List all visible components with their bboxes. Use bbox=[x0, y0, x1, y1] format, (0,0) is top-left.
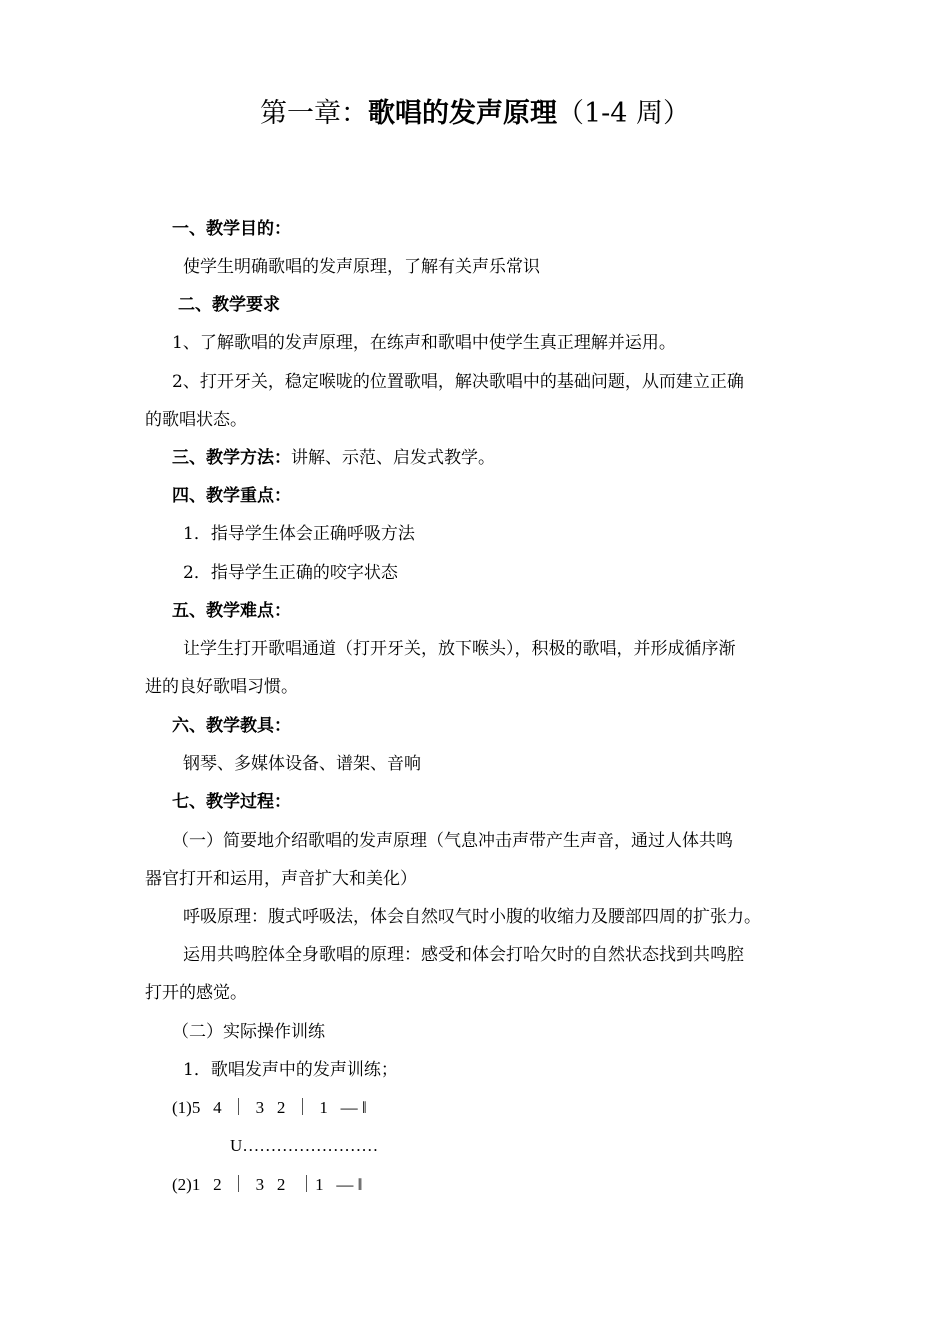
section-heading-teaching-aids: 六、教学教具： bbox=[172, 716, 291, 736]
key-point-item-2: 2．指导学生正确的咬字状态 bbox=[183, 563, 398, 583]
requirement-item-2-line-1: 2、打开牙关，稳定喉咙的位置歌唱，解决歌唱中的基础问题，从而建立正确 bbox=[172, 372, 744, 392]
process-paragraph-1-line-1: （一）简要地介绍歌唱的发声原理（气息冲击声带产生声音，通过人体共鸣 bbox=[172, 831, 733, 851]
methods-text: 讲解、示范、启发式教学。 bbox=[291, 448, 495, 468]
section-heading-objectives: 一、教学目的： bbox=[172, 219, 291, 239]
teaching-aids-text: 钢琴、多媒体设备、谱架、音响 bbox=[183, 754, 421, 774]
process-resonance-line-1: 运用共鸣腔体全身歌唱的原理：感受和体会打哈欠时的自然状态找到共鸣腔 bbox=[183, 945, 744, 965]
requirement-item-2-line-2: 的歌唱状态。 bbox=[145, 410, 247, 430]
chapter-title bbox=[0, 96, 950, 132]
methods-line bbox=[172, 446, 495, 470]
difficulties-line-1: 让学生打开歌唱通道（打开牙关，放下喉头），积极的歌唱，并形成循序渐 bbox=[183, 639, 736, 659]
difficulties-line-2: 进的良好歌唱习惯。 bbox=[145, 677, 298, 697]
process-vocal-training: 1．歌唱发声中的发声训练； bbox=[183, 1060, 398, 1080]
chapter-title-suffix: （1-4 周） bbox=[556, 98, 691, 129]
process-breathing-principle: 呼吸原理：腹式呼吸法，体会自然叹气时小腹的收缩力及腰部四周的扩张力。 bbox=[183, 907, 761, 927]
process-practical-training: （二）实际操作训练 bbox=[172, 1022, 325, 1042]
notation-exercise-2: (2)1 2 ｜ 3 2 ｜1 — ‖ bbox=[172, 1175, 363, 1194]
process-paragraph-1-line-2: 器官打开和运用，声音扩大和美化） bbox=[145, 869, 417, 889]
chapter-title-main: 歌唱的发声原理 bbox=[367, 98, 557, 129]
section-heading-difficulties: 五、教学难点： bbox=[172, 601, 291, 621]
notation-exercise-1-marking: U…………………… bbox=[230, 1136, 379, 1155]
section-heading-process: 七、教学过程： bbox=[172, 792, 291, 812]
chapter-title-prefix: 第一章： bbox=[259, 98, 368, 129]
process-resonance-line-2: 打开的感觉。 bbox=[145, 983, 247, 1003]
requirement-item-1: 1、了解歌唱的发声原理，在练声和歌唱中使学生真正理解并运用。 bbox=[172, 333, 676, 353]
section-heading-key-points: 四、教学重点： bbox=[172, 486, 291, 506]
section-heading-requirements: 二、教学要求 bbox=[178, 295, 280, 315]
objectives-text: 使学生明确歌唱的发声原理，了解有关声乐常识 bbox=[183, 257, 540, 277]
notation-exercise-1: (1)5 4 ｜ 3 2 ｜ 1 — ‖ bbox=[172, 1098, 367, 1117]
key-point-item-1: 1．指导学生体会正确呼吸方法 bbox=[183, 524, 415, 544]
section-heading-methods: 三、教学方法： bbox=[172, 448, 291, 468]
